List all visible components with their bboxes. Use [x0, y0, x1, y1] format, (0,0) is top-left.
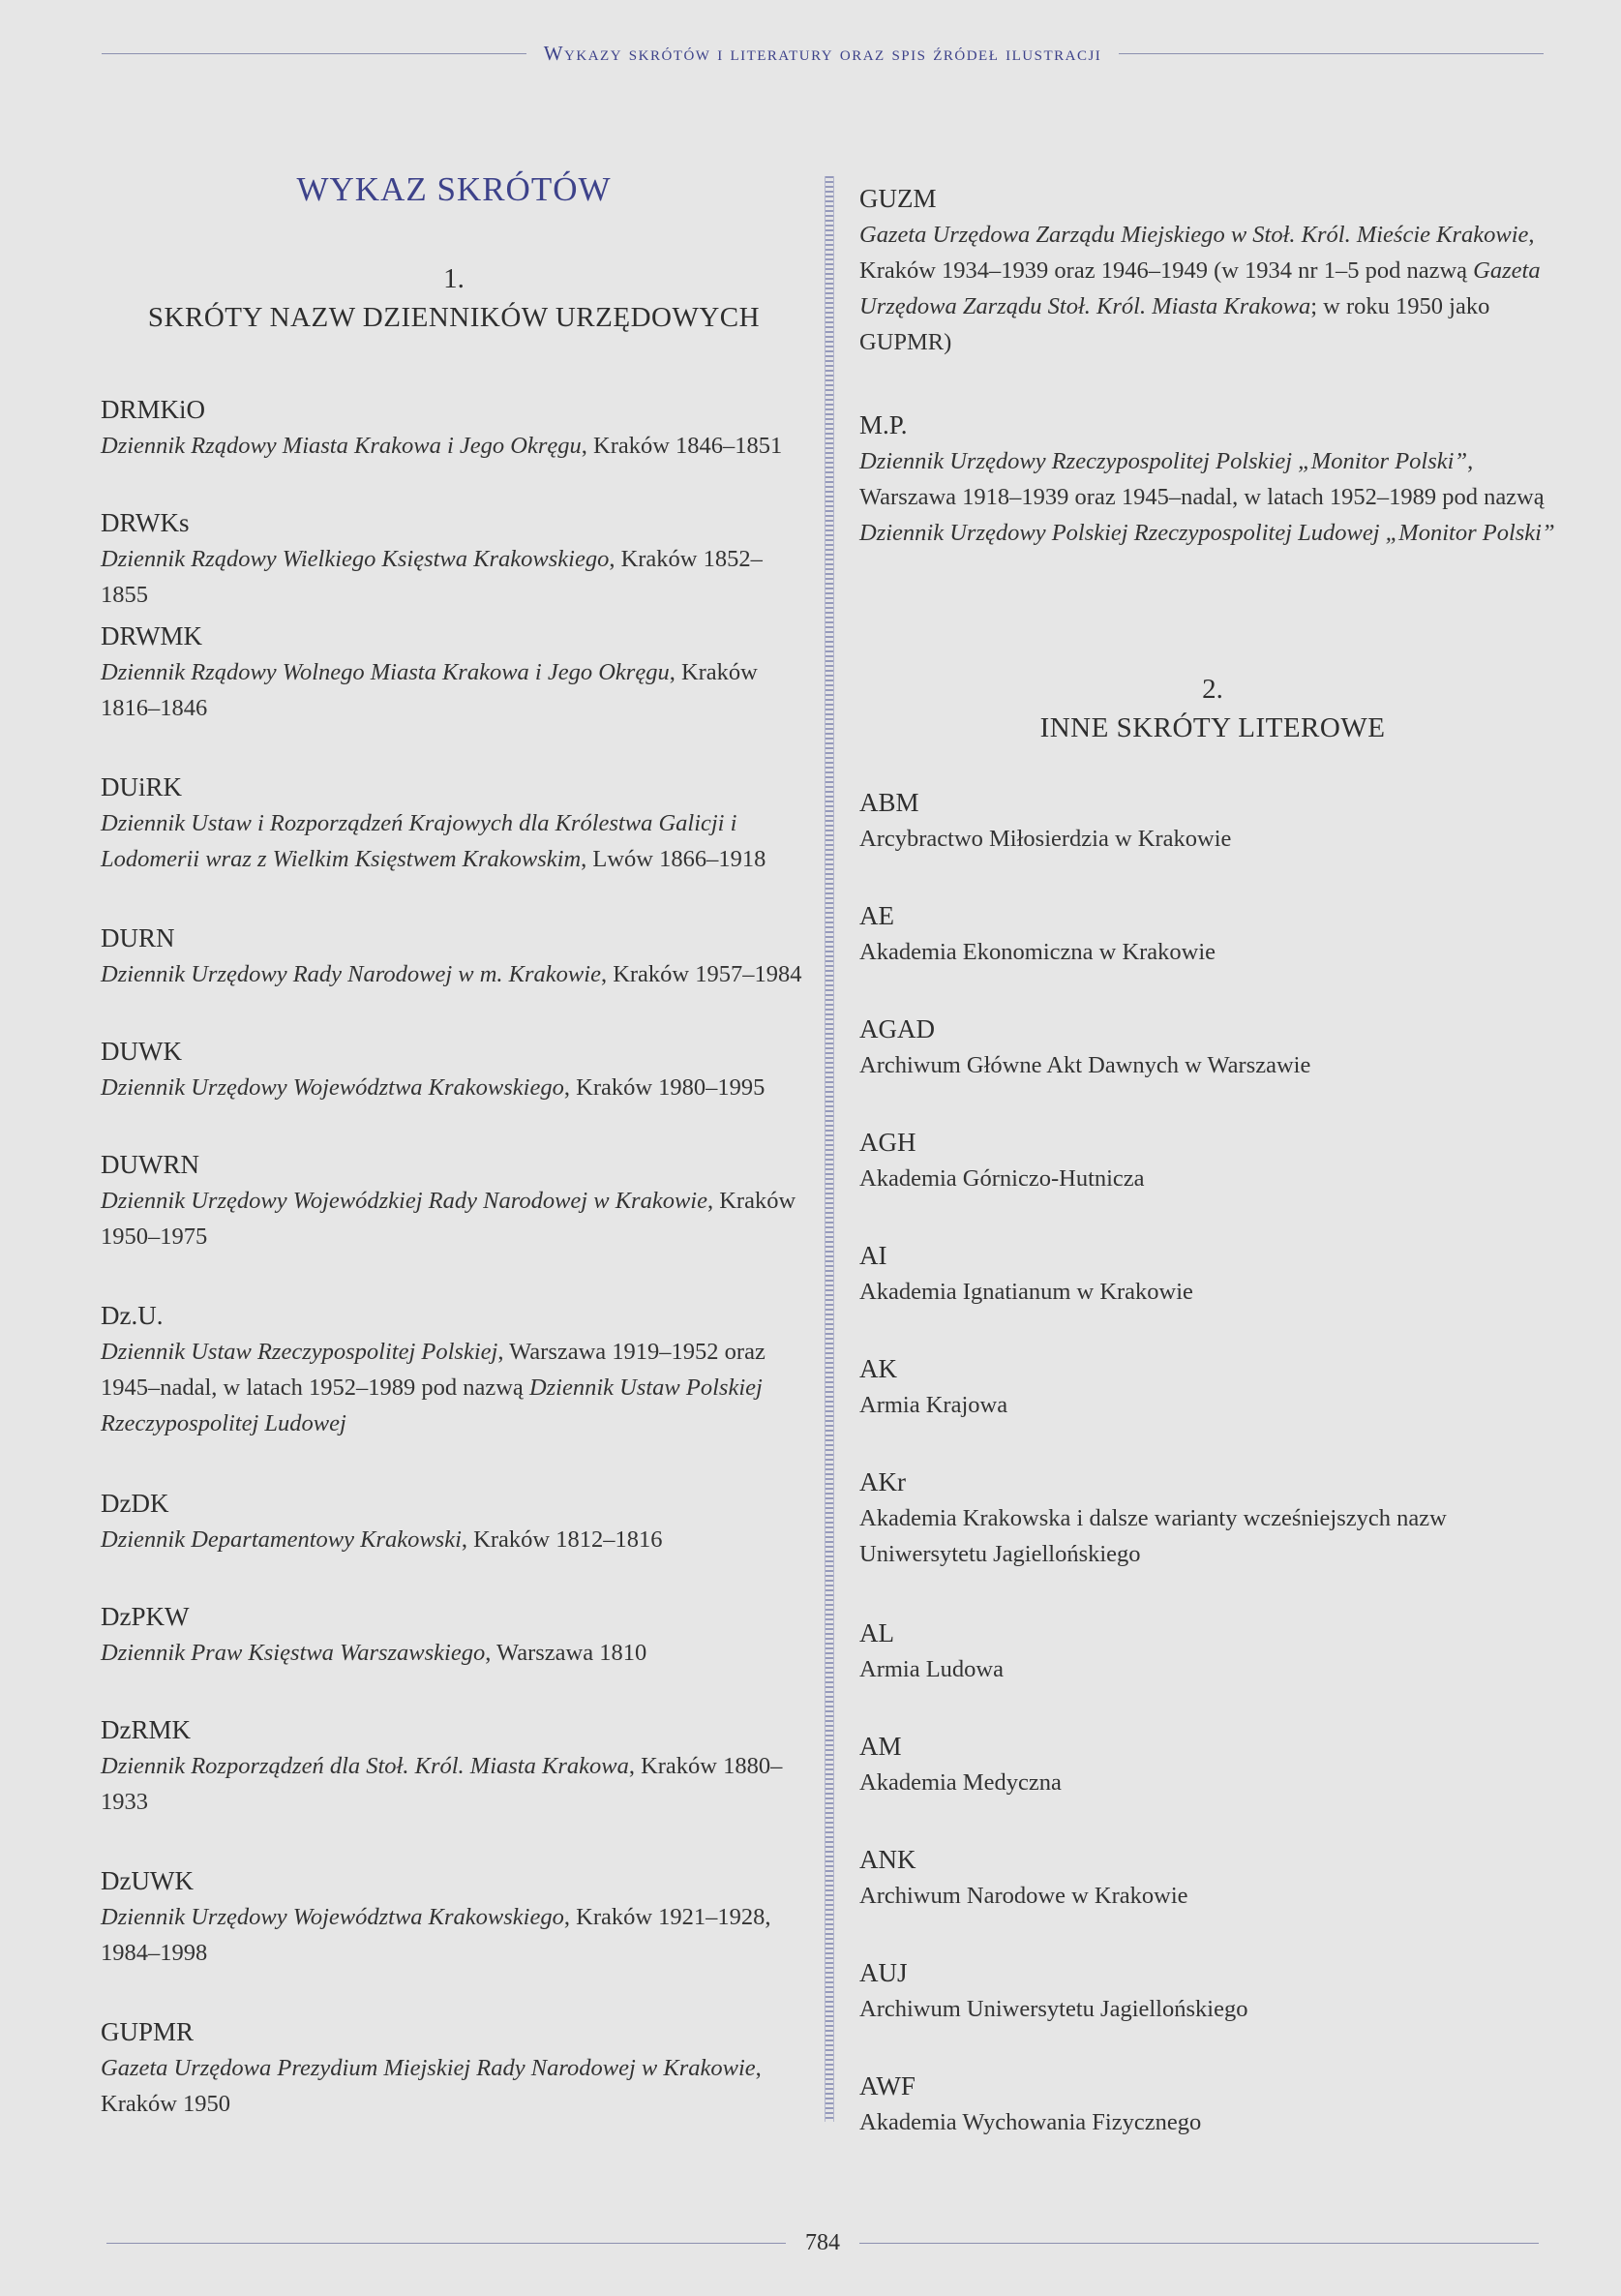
description-text: Akademia Wychowania Fizycznego — [859, 2109, 1202, 2135]
description-title-italic: Dziennik Urzędowy Rady Narodowej w m. Krakowie — [101, 961, 601, 987]
abbreviation-term: DRWKs — [101, 508, 190, 537]
abbreviation-description — [101, 428, 807, 464]
abbreviation-description — [859, 1387, 1556, 1423]
description-title-italic: Dziennik Urzędowy Województwa Krakowskiego — [101, 1074, 564, 1101]
description-text: , Lwów 1866–1918 — [581, 846, 766, 872]
description-text: Archiwum Główne Akt Dawnych w Warszawie — [859, 1052, 1311, 1078]
footer-rule-right — [859, 2243, 1539, 2244]
abbreviation-description — [859, 821, 1556, 857]
subsection-number: 1. — [443, 263, 465, 294]
abbreviation-description — [101, 2050, 807, 2122]
subsection-title: INNE SKRÓTY LITEROWE — [1039, 712, 1386, 743]
abbreviation-description — [859, 1991, 1556, 2027]
abbreviation-description — [101, 1748, 807, 1820]
abbreviation-description — [859, 1500, 1556, 1572]
abbreviation-term: AGH — [859, 1128, 916, 1157]
abbreviation-description — [859, 1878, 1556, 1914]
description-text: , Kraków 1812–1816 — [461, 1526, 663, 1553]
section-title: WYKAZ SKRÓTÓW — [296, 170, 612, 208]
description-text: , Kraków 1950 — [101, 2055, 762, 2117]
abbreviation-term: ABM — [859, 788, 919, 817]
description-text: Akademia Medyczna — [859, 1769, 1062, 1796]
column-divider — [825, 176, 834, 2122]
description-title-italic: Dziennik Ustaw Rzeczypospolitej Polskiej — [101, 1339, 498, 1365]
abbreviation-description — [101, 1635, 807, 1671]
description-title-italic: Dziennik Urzędowy Rzeczypospolitej Polskiej „Monitor Polski” — [859, 448, 1468, 474]
description-title-italic: Gazeta Urzędowa Zarządu Stoł. Król. Miasta Krakowa — [859, 257, 1541, 319]
abbreviation-term: DzRMK — [101, 1715, 191, 1744]
description-text: Akademia Ekonomiczna w Krakowie — [859, 939, 1216, 965]
abbreviation-entry — [859, 1954, 1556, 2027]
abbreviation-description — [859, 934, 1556, 970]
abbreviation-entry — [101, 391, 807, 464]
description-title-italic: Dziennik Rozporządzeń dla Stoł. Król. Miasta Krakowa — [101, 1753, 629, 1779]
description-title-italic: Dziennik Ustaw Polskiej Rzeczypospolitej Ludowej — [101, 1375, 763, 1436]
abbreviation-entry — [859, 1011, 1556, 1083]
abbreviation-term: AE — [859, 901, 894, 930]
description-text: , Kraków 1846–1851 — [581, 433, 783, 459]
abbreviation-term: DRWMK — [101, 621, 203, 650]
abbreviation-entry — [101, 1862, 807, 1971]
description-text: , Kraków 1921–1928, 1984–1998 — [101, 1904, 771, 1966]
description-text: Akademia Górniczo-Hutnicza — [859, 1165, 1145, 1192]
abbreviation-entry — [101, 920, 807, 992]
abbreviation-entry — [101, 1033, 807, 1105]
abbreviation-term: Dz.U. — [101, 1301, 164, 1330]
abbreviation-description — [101, 1070, 807, 1105]
abbreviation-term: AL — [859, 1618, 894, 1647]
running-head-rule-right — [1119, 53, 1544, 54]
abbreviation-entry — [859, 1615, 1556, 1687]
abbreviation-term: AM — [859, 1732, 902, 1761]
abbreviation-description — [101, 654, 807, 726]
abbreviation-description — [101, 805, 807, 877]
abbreviation-term: DRMKiO — [101, 395, 206, 424]
description-title-italic: Dziennik Rządowy Wolnego Miasta Krakowa i Jego Okręgu — [101, 659, 670, 685]
subsection-heading-2 — [859, 670, 1566, 747]
description-text: Akademia Ignatianum w Krakowie — [859, 1279, 1193, 1305]
abbreviation-entry — [101, 769, 807, 877]
description-text: Armia Krajowa — [859, 1392, 1008, 1418]
description-text: , Kraków 1950–1975 — [101, 1188, 796, 1250]
abbreviation-description — [859, 1651, 1556, 1687]
abbreviation-description — [859, 2104, 1556, 2140]
abbreviation-term: AGAD — [859, 1014, 935, 1043]
description-text: , Warszawa 1810 — [485, 1640, 647, 1666]
abbreviation-description — [859, 1047, 1556, 1083]
abbreviation-term: DUWRN — [101, 1150, 199, 1179]
description-title-italic: Dziennik Urzędowy Polskiej Rzeczypospolitej Ludowej „Monitor Polski” — [859, 520, 1555, 546]
abbreviation-term: ANK — [859, 1845, 916, 1874]
abbreviation-description — [101, 541, 807, 613]
abbreviation-term: AI — [859, 1241, 887, 1270]
abbreviation-term: AUJ — [859, 1958, 908, 1987]
description-title-italic: Dziennik Urzędowy Województwa Krakowskiego — [101, 1904, 564, 1930]
subsection-heading-1 — [101, 259, 807, 337]
abbreviation-description — [859, 443, 1556, 551]
page-number: 784 — [805, 2229, 840, 2255]
description-text: , Warszawa 1919–1952 oraz 1945–nadal, w latach 1952–1989 pod nazwą — [101, 1339, 765, 1401]
abbreviation-entry — [101, 1485, 807, 1557]
abbreviation-description — [859, 1161, 1556, 1196]
description-text: , Kraków 1880–1933 — [101, 1753, 783, 1815]
subsection-number: 2. — [1202, 674, 1223, 705]
abbreviation-description — [101, 1183, 807, 1254]
description-title-italic: Gazeta Urzędowa Zarządu Miejskiego w Stoł. Król. Mieście Krakowie — [859, 222, 1529, 248]
abbreviation-entry — [859, 407, 1556, 551]
description-title-italic: Dziennik Ustaw i Rozporządzeń Krajowych dla Królestwa Galicji i Lodomerii wraz z Wielkim Księstwem Krakowskim — [101, 810, 737, 872]
abbreviation-entry — [859, 180, 1556, 360]
running-head-text: Wykazy skrótów i literatury oraz spis źródeł ilustracji — [543, 41, 1102, 65]
abbreviation-entry — [101, 1297, 807, 1441]
abbreviation-term: AKr — [859, 1467, 906, 1496]
abbreviation-term: GUZM — [859, 184, 937, 213]
abbreviation-term: DzPKW — [101, 1602, 190, 1631]
description-title-italic: Dziennik Rządowy Wielkiego Księstwa Krakowskiego — [101, 546, 610, 572]
abbreviation-description — [859, 1765, 1556, 1800]
abbreviation-entry — [859, 1124, 1556, 1196]
abbreviation-term: AK — [859, 1354, 897, 1383]
abbreviation-entry — [101, 1146, 807, 1254]
description-text: , Kraków 1980–1995 — [563, 1074, 765, 1101]
abbreviation-entry — [859, 2068, 1556, 2140]
abbreviation-entry — [101, 2013, 807, 2122]
abbreviation-term: DUWK — [101, 1037, 182, 1066]
abbreviation-entry — [101, 1711, 807, 1820]
abbreviation-description — [101, 1899, 807, 1971]
description-text: Armia Ludowa — [859, 1656, 1004, 1682]
abbreviation-entry — [101, 504, 807, 613]
abbreviation-term: M.P. — [859, 410, 908, 439]
abbreviation-entry — [859, 1728, 1556, 1800]
abbreviation-term: DURN — [101, 923, 175, 952]
description-text: Archiwum Uniwersytetu Jagiellońskiego — [859, 1996, 1248, 2022]
abbreviation-entry — [859, 1464, 1556, 1572]
description-text: , Kraków 1934–1939 oraz 1946–1949 (w 1934 nr 1–5 pod nazwą — [859, 222, 1535, 284]
description-title-italic: Gazeta Urzędowa Prezydium Miejskiej Rady Narodowej w Krakowie — [101, 2055, 756, 2081]
description-text: Archiwum Narodowe w Krakowie — [859, 1883, 1188, 1909]
description-text: , Kraków 1957–1984 — [600, 961, 802, 987]
description-text: Arcybractwo Miłosierdzia w Krakowie — [859, 826, 1232, 852]
abbreviation-entry — [859, 1237, 1556, 1310]
running-head-rule-left — [102, 53, 526, 54]
abbreviation-term: AWF — [859, 2071, 916, 2100]
abbreviation-description — [101, 956, 807, 992]
description-text: Akademia Krakowska i dalsze warianty wcześniejszych nazw Uniwersytetu Jagiellońskiego — [859, 1505, 1447, 1567]
description-title-italic: Dziennik Rządowy Miasta Krakowa i Jego Okręgu — [101, 433, 582, 459]
description-text: ; w roku 1950 jako GUPMR) — [859, 293, 1490, 355]
subsection-title: SKRÓTY NAZW DZIENNIKÓW URZĘDOWYCH — [147, 302, 761, 333]
description-title-italic: Dziennik Praw Księstwa Warszawskiego — [101, 1640, 486, 1666]
footer-rule-left — [106, 2243, 786, 2244]
abbreviation-term: DUiRK — [101, 772, 183, 801]
abbreviation-term: DzDK — [101, 1489, 169, 1518]
description-text: , Kraków 1816–1846 — [101, 659, 758, 721]
abbreviation-description — [859, 217, 1556, 360]
abbreviation-description — [101, 1522, 807, 1557]
abbreviation-entry — [859, 1350, 1556, 1423]
abbreviation-entry — [101, 618, 807, 726]
abbreviation-entry — [859, 784, 1556, 857]
abbreviation-description — [101, 1334, 807, 1441]
description-title-italic: Dziennik Urzędowy Wojewódzkiej Rady Narodowej w Krakowie — [101, 1188, 707, 1214]
running-head — [102, 39, 1544, 68]
description-text: , Kraków 1852–1855 — [101, 546, 763, 608]
abbreviation-term: GUPMR — [101, 2017, 195, 2046]
description-text: , Warszawa 1918–1939 oraz 1945–nadal, w latach 1952–1989 pod nazwą — [859, 448, 1545, 510]
abbreviation-entry — [859, 1841, 1556, 1914]
abbreviation-description — [859, 1274, 1556, 1310]
page-footer — [106, 2228, 1539, 2257]
abbreviation-entry — [101, 1598, 807, 1671]
description-title-italic: Dziennik Departamentowy Krakowski — [101, 1526, 462, 1553]
abbreviation-entry — [859, 897, 1556, 970]
abbreviation-term: DzUWK — [101, 1866, 194, 1895]
